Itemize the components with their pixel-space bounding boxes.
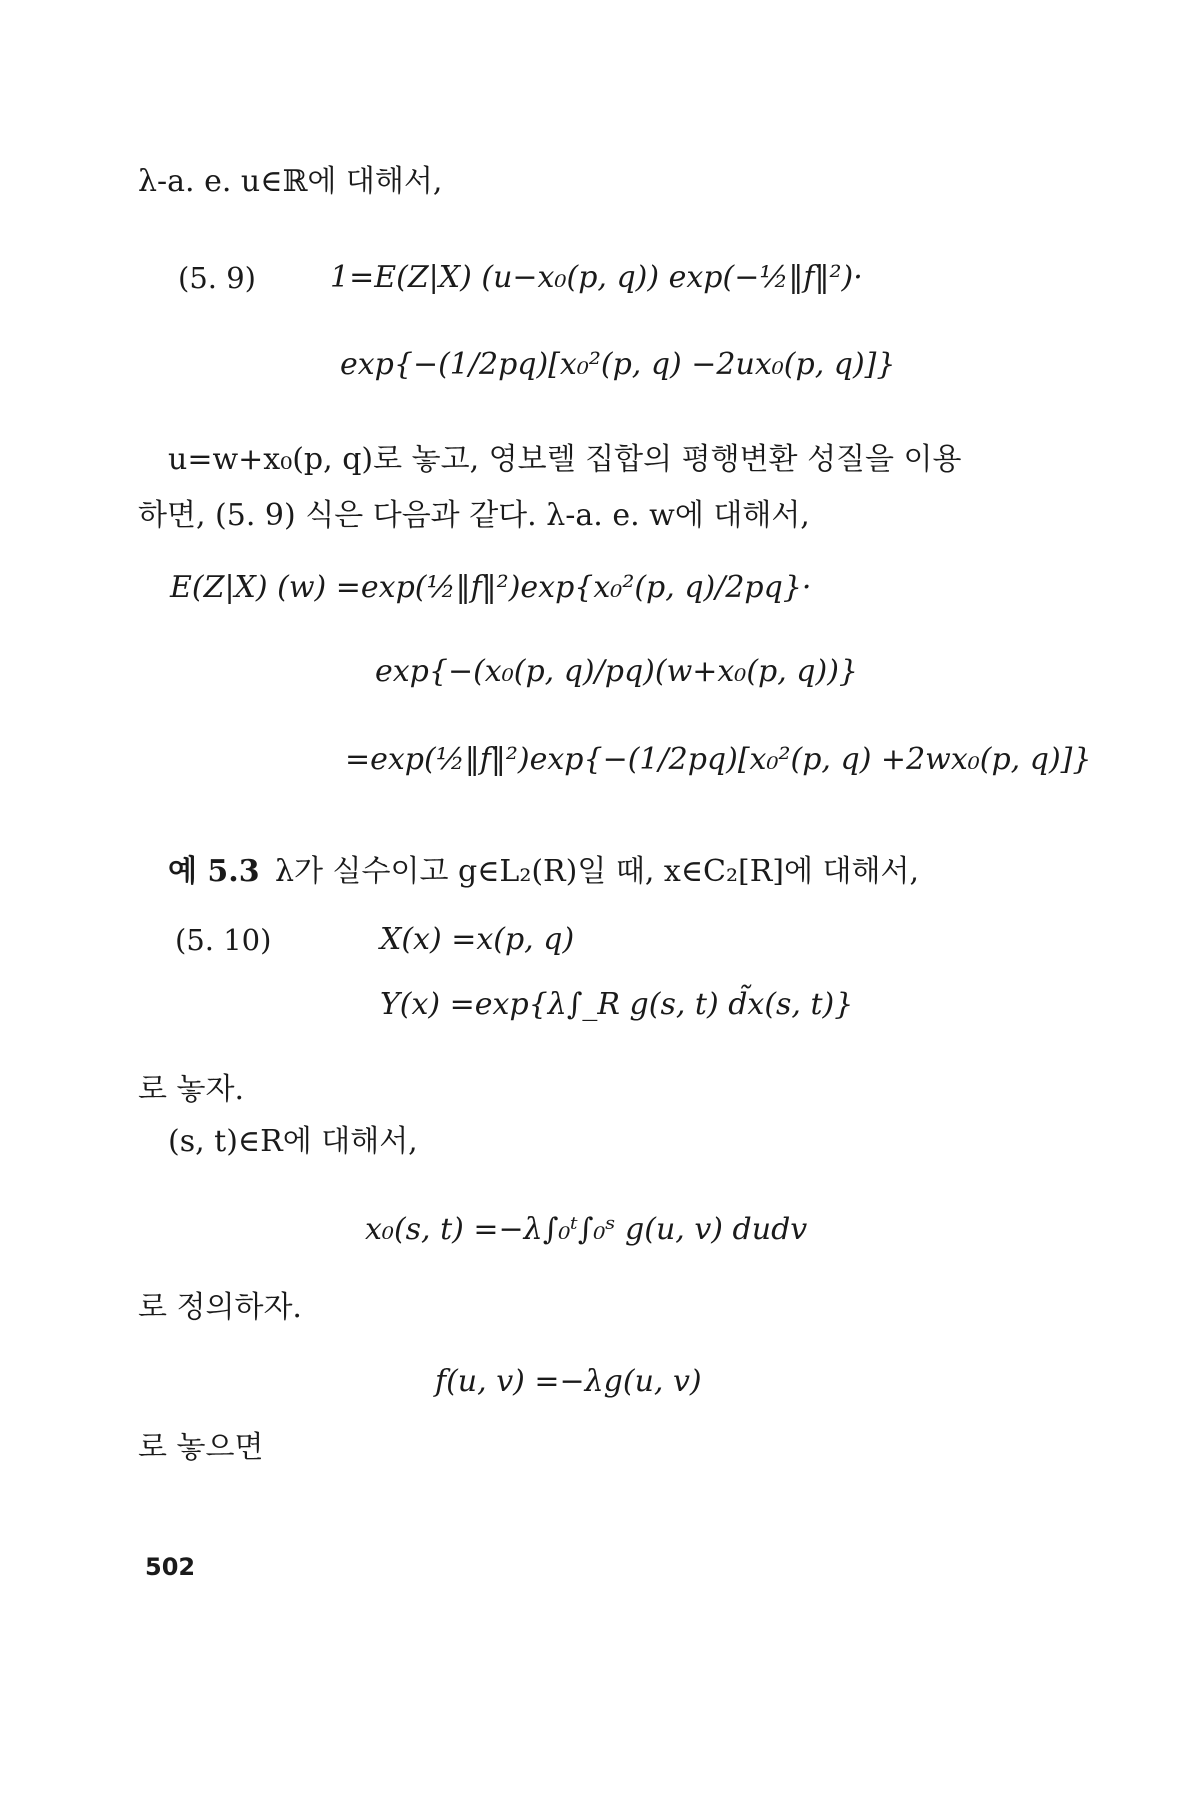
text-define: 로 정의하자. <box>138 1290 302 1325</box>
equation-5-9-line-1: 1=E(Z|X) (u−x₀(p, q)) exp(−½‖f‖²)· <box>330 260 863 295</box>
equation-number-5-10: (5. 10) <box>175 923 272 957</box>
page-number: 502 <box>145 1553 196 1581</box>
example-text: λ가 실수이고 g∈L₂(R)일 때, x∈C₂[R]에 대해서, <box>275 854 920 889</box>
equation-5-10-line-2: Y(x) =exp{λ∫_R g(s, t) d̃x(s, t)} <box>380 987 854 1022</box>
text-domain: (s, t)∈R에 대해서, <box>168 1124 418 1159</box>
equation-5-10-line-1: X(x) =x(p, q) <box>380 922 575 957</box>
paragraph-line-1: u=w+x₀(p, q)로 놓고, 영보렐 집합의 평행변환 성질을 이용 <box>168 442 962 477</box>
equation-conditional-expectation-line-3: =exp(½‖f‖²)exp{−(1/2pq)[x₀²(p, q) +2wx₀(p, q)]} <box>345 742 1092 777</box>
equation-f-definition: f(u, v) =−λg(u, v) <box>435 1364 702 1399</box>
equation-x0-definition: x₀(s, t) =−λ∫₀ᵗ∫₀ˢ g(u, v) dudv <box>365 1212 808 1247</box>
equation-number-5-9: (5. 9) <box>178 261 256 295</box>
example-label: 예 5.3 <box>168 854 260 889</box>
text-let-then: 로 놓으면 <box>138 1430 264 1465</box>
text-let: 로 놓자. <box>138 1072 245 1107</box>
equation-conditional-expectation-line-1: E(Z|X) (w) =exp(½‖f‖²)exp{x₀²(p, q)/2pq}· <box>170 570 812 605</box>
equation-5-9-line-2: exp{−(1/2pq)[x₀²(p, q) −2ux₀(p, q)]} <box>340 347 896 382</box>
text-line-intro: λ-a. e. u∈ℝ에 대해서, <box>138 164 443 199</box>
equation-conditional-expectation-line-2: exp{−(x₀(p, q)/pq)(w+x₀(p, q))} <box>375 654 859 689</box>
paragraph-line-2: 하면, (5. 9) 식은 다음과 같다. λ-a. e. w에 대해서, <box>138 498 810 533</box>
